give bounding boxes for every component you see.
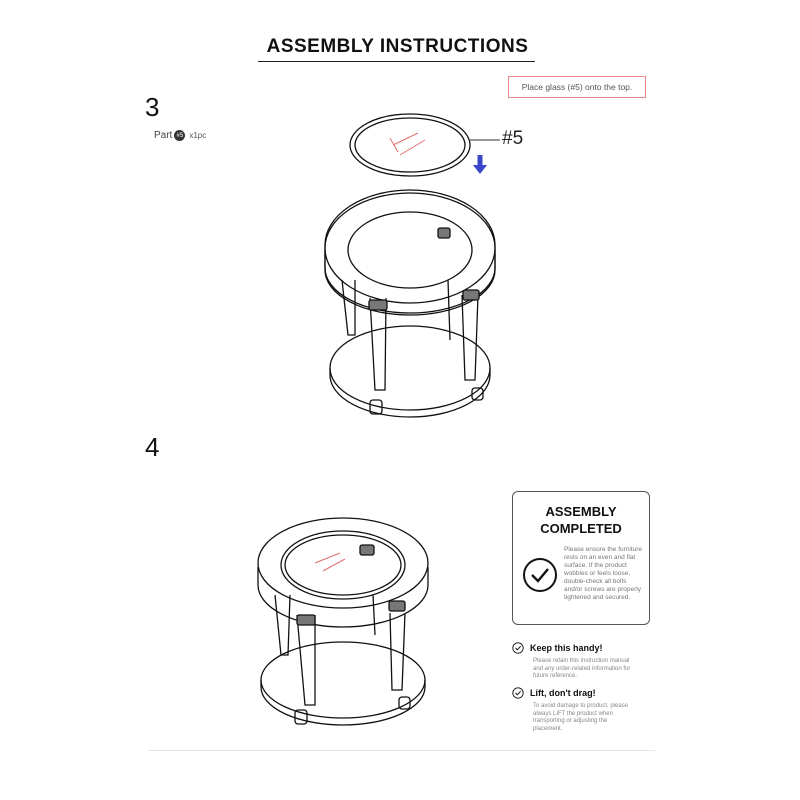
page-title: ASSEMBLY INSTRUCTIONS (266, 36, 529, 57)
card-title (513, 503, 649, 537)
footer-divider (148, 750, 655, 751)
check-circle-icon (522, 557, 558, 593)
part-badge: #5 (174, 130, 185, 141)
tip-keep-handy (512, 642, 633, 681)
tip-body: To avoid damage to product, please always LIFT the product when transporting or adjusting the placement. (533, 703, 629, 732)
card-title-line1: ASSEMBLY (545, 504, 617, 519)
check-circle-icon (512, 687, 524, 699)
card-title-line2: COMPLETED (540, 521, 622, 536)
part-label (154, 130, 206, 141)
title-underline (258, 61, 535, 62)
part-quantity: x1pc (189, 131, 207, 140)
step-3-callout: Place glass (#5) onto the top. (508, 76, 646, 98)
step-3-number: 3 (145, 92, 160, 122)
tip-lift-dont-drag (512, 687, 633, 733)
part-prefix: Part (154, 130, 173, 141)
tip-heading: Keep this handy! (530, 643, 603, 653)
step-3-table-drawing (300, 100, 520, 420)
tip-heading: Lift, don't drag! (530, 688, 596, 698)
tip-body: Please retain this instruction manual and any order-related information for future reference. (533, 658, 631, 679)
step-4-table-drawing (245, 515, 445, 730)
check-circle-icon (512, 642, 524, 654)
step-4-number: 4 (145, 432, 160, 462)
card-description: Please ensure the furniture rests on an even and flat surface. If the product wobbles or feels loose, double-check all bolts and/or screws are properly tightened and secured. (564, 546, 643, 601)
part-number-label: #5 (502, 128, 524, 149)
